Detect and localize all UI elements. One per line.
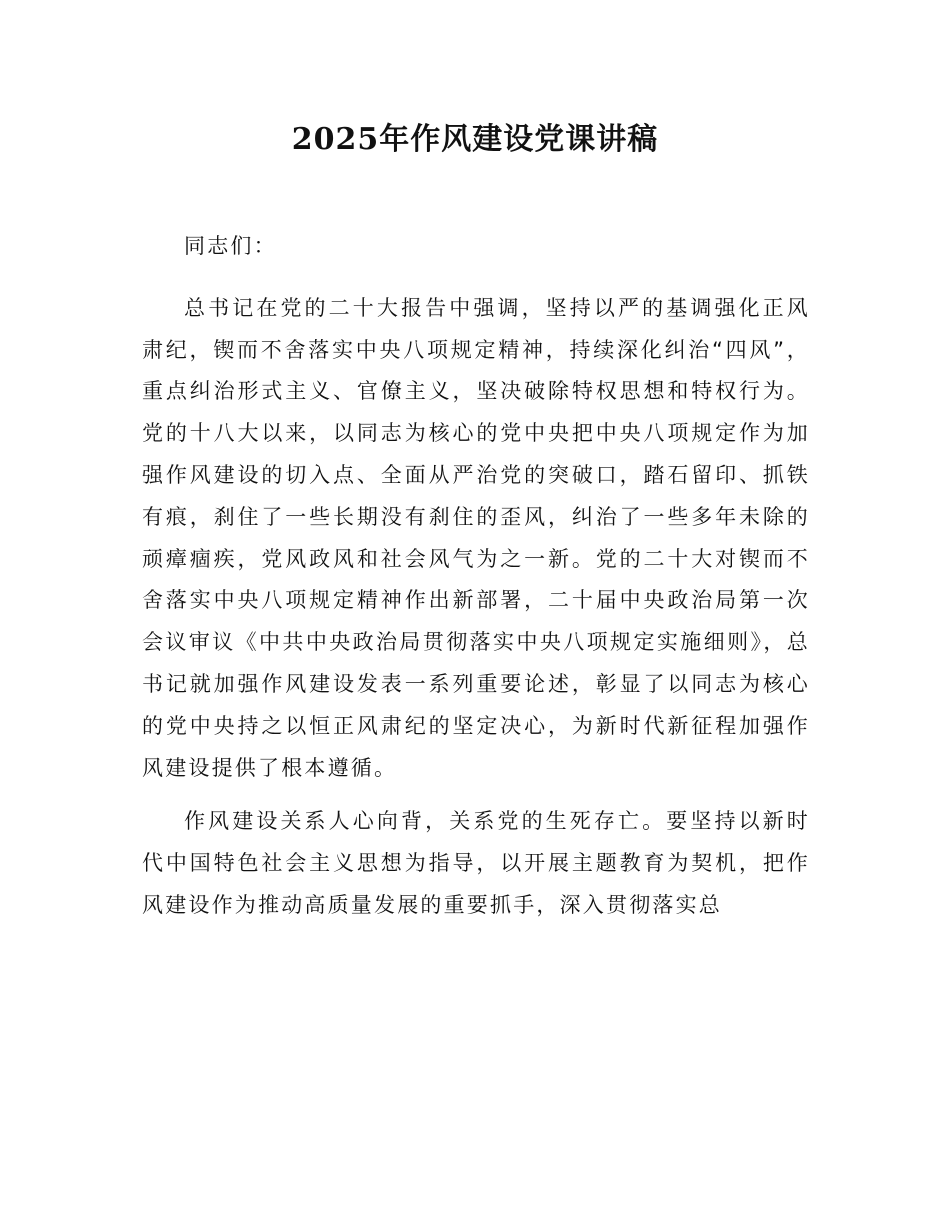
document-body [142, 226, 810, 939]
paragraph-1: 总书记在党的二十大报告中强调，坚持以严的基调强化正风肃纪，锲而不舍落实中央八项规定精神，持续深化纠治“四风”，重点纠治形式主义、官僚主义，坚决破除特权思想和特权行为。党的十八大以来，以同志为核心的党中央把中央八项规定作为加强作风建设的切入点、全面从严治党的突破口，踏石留印、抓铁有痕，刹住了一些长期没有刹住的歪风，纠治了一些多年未除的顽瘴痼疾，党风政风和社会风气为之一新。党的二十大对锲而不舍落实中央八项规定精神作出新部署，二十届中央政治局第一次会议审议《中共中央政治局贯彻落实中央八项规定实施细则》，总书记就加强作风建设发表一系列重要论述，彰显了以同志为核心的党中央持之以恒正风肃纪的坚定决心，为新时代新征程加强作风建设提供了根本遵循。 [142, 295, 810, 780]
salutation: 同志们： [184, 234, 277, 258]
paragraph-2: 作风建设关系人心向背，关系党的生死存亡。要坚持以新时代中国特色社会主义思想为指导，以开展主题教育为契机，把作风建设作为推动高质量发展的重要抓手，深入贯彻落实总 [142, 809, 810, 917]
document-title: 2025年作风建设党课讲稿 [291, 122, 659, 157]
